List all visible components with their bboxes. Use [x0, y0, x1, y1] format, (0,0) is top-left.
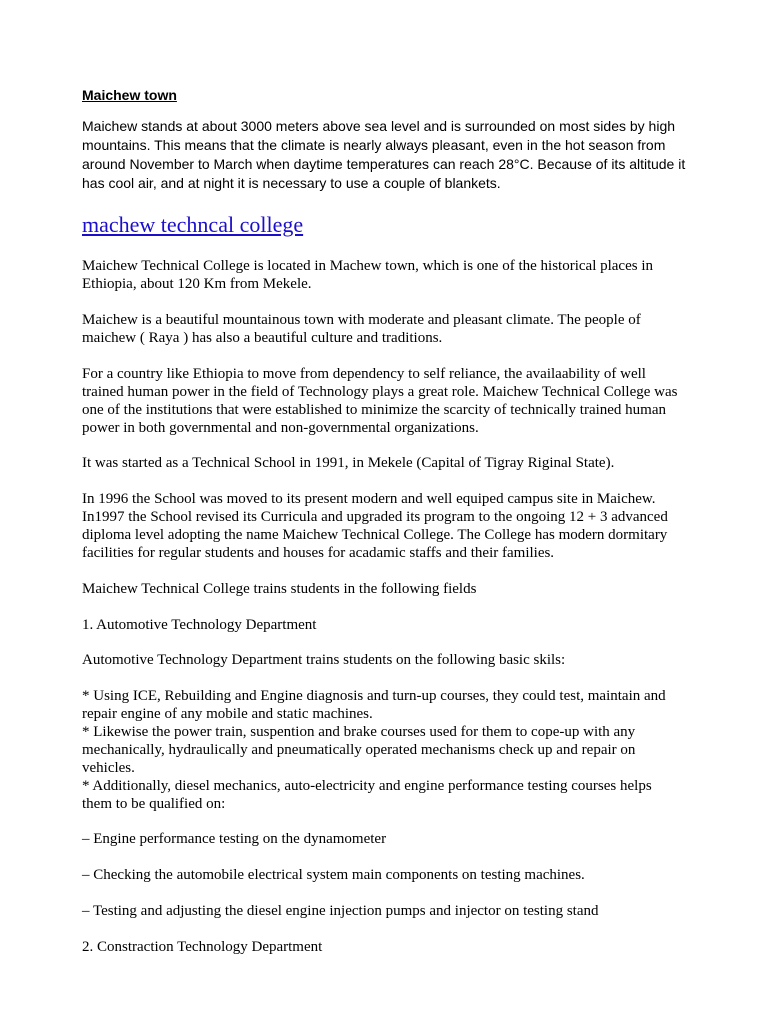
- text-line: In1997 the School revised its Curricula and upgraded its program to the ongoing 12 + 3 advanced: [82, 509, 668, 525]
- text-line: diploma level adopting the name Maichew Technical College. The College has modern dormitary: [82, 527, 668, 543]
- department-heading-construction: [82, 938, 692, 956]
- text-line: one of the institutions that were established to minimize the scarcity of technically trained human: [82, 402, 666, 418]
- text-line: them to be qualified on:: [82, 796, 226, 812]
- automotive-skills-intro: [82, 651, 692, 669]
- location-paragraph: [82, 257, 692, 293]
- town-description-paragraph: [82, 311, 692, 347]
- text-line: * Using ICE, Rebuilding and Engine diagnosis and turn-up courses, they could test, maintain and: [82, 688, 666, 704]
- text-line: repair engine of any mobile and static machines.: [82, 706, 373, 722]
- text-line: For a country like Ethiopia to move from dependency to self reliance, the availaability of well: [82, 366, 646, 382]
- text-line: * Additionally, diesel mechanics, auto-electricity and engine performance testing courses helps: [82, 778, 652, 794]
- history-paragraph: [82, 454, 692, 472]
- text-line: – Checking the automobile electrical system main components on testing machines.: [82, 867, 585, 883]
- text-line: Maichew Technical College is located in Machew town, which is one of the historical places in: [82, 258, 654, 274]
- qualification-item: [82, 866, 692, 884]
- text-line: Maichew Technical College trains students in the following fields: [82, 581, 477, 597]
- text-line: facilities for regular students and houses for acadamic staffs and their families.: [82, 545, 555, 561]
- text-line: It was started as a Technical School in 1991, in Mekele (Capital of Tigray Riginal State).: [82, 455, 615, 471]
- text-line: Ethiopia, about 120 Km from Mekele.: [82, 276, 312, 292]
- town-intro-paragraph: [82, 117, 687, 193]
- text-line: mechanically, hydraulically and pneumatically operated mechanisms check up and repair on: [82, 742, 636, 758]
- campus-paragraph: [82, 490, 692, 562]
- automotive-skills-list: [82, 687, 692, 813]
- text-line: Maichew is a beautiful mountainous town with moderate and pleasant climate. The people of: [82, 312, 641, 328]
- text-line: Maichew stands at about 3000 meters above sea level and is surrounded on most sides by high: [82, 118, 676, 134]
- qualification-item: [82, 830, 692, 848]
- text-line: 1. Automotive Technology Department: [82, 617, 317, 633]
- text-line: has cool air, and at night it is necessary to use a couple of blankets.: [82, 175, 501, 191]
- department-heading-automotive: [82, 616, 692, 634]
- text-line: – Testing and adjusting the diesel engine injection pumps and injector on testing stand: [82, 903, 599, 919]
- text-line: around November to March when daytime temperatures can reach 28°C. Because of its altitude it: [82, 156, 686, 172]
- text-line: trained human power in the field of Technology plays a great role. Maichew Technical College was: [82, 384, 678, 400]
- town-heading: Maichew town: [82, 87, 177, 103]
- text-line: – Engine performance testing on the dynamometer: [82, 831, 387, 847]
- text-line: * Likewise the power train, suspention and brake courses used for them to cope-up with any: [82, 724, 636, 740]
- text-line: vehicles.: [82, 760, 135, 776]
- text-line: maichew ( Raya ) has also a beautiful culture and traditions.: [82, 330, 443, 346]
- text-line: In 1996 the School was moved to its present modern and well equiped campus site in Maichew.: [82, 491, 656, 507]
- text-line: mountains. This means that the climate is nearly always pleasant, even in the hot season from: [82, 137, 666, 153]
- mission-paragraph: [82, 365, 692, 437]
- text-line: 2. Constraction Technology Department: [82, 939, 323, 955]
- fields-intro-paragraph: [82, 580, 692, 598]
- text-line: Automotive Technology Department trains students on the following basic skils:: [82, 652, 566, 668]
- text-line: power in both governmental and non-governmental organizations.: [82, 420, 479, 436]
- college-link[interactable]: machew techncal college: [82, 212, 304, 237]
- qualification-item: [82, 902, 692, 920]
